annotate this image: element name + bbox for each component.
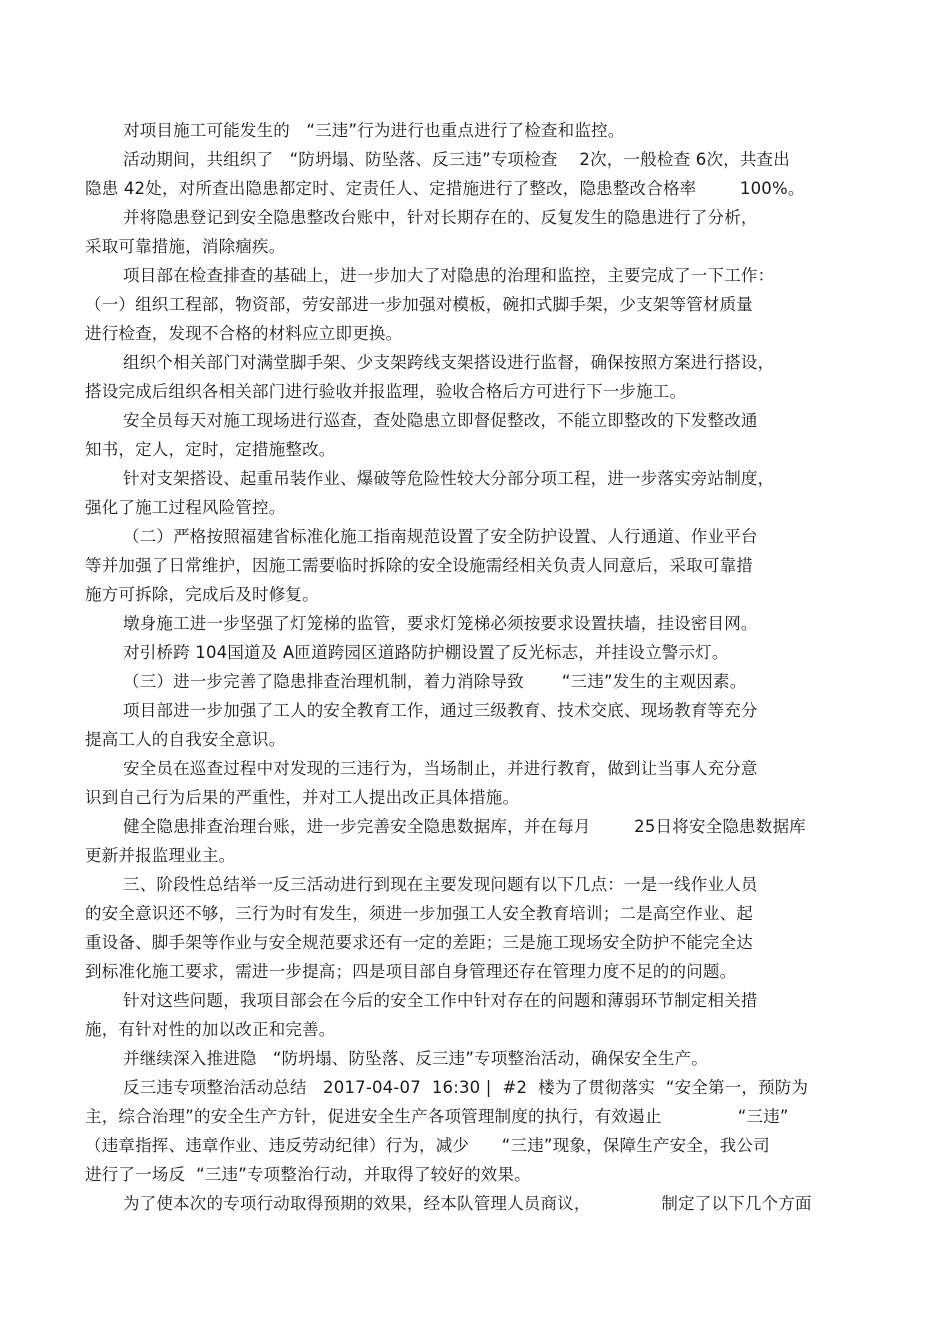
text-line-4: 并将隐患登记到安全隐患整改台账中，针对长期存在的、反复发生的隐患进行了分析， xyxy=(123,208,758,227)
text-line-35: 主，综合治理”的安全生产方针，促进安全生产各项管理制度的执行，有效遏止 “三违” xyxy=(85,1107,789,1126)
text-line-32: 施，有针对性的加以改正和完善。 xyxy=(85,1020,336,1039)
text-line-9: 组织个相关部门对满堂脚手架、少支架跨线支架搭设进行监督，确保按照方案进行搭设， xyxy=(123,353,775,372)
text-line-29: 重设备、脚手架等作业与安全规范要求还有一定的差距；三是施工现场安全防护不能完全达 xyxy=(85,933,753,952)
text-line-18: 墩身施工进一步坚强了灯笼梯的监管，要求灯笼梯必须按要求设置扶墙，挂设密目网。 xyxy=(123,614,758,633)
text-line-21: 项目部进一步加强了工人的安全教育工作，通过三级教育、技术交底、现场教育等充分 xyxy=(123,701,758,720)
text-line-17: 施方可拆除，完成后及时修复。 xyxy=(85,585,319,604)
text-line-19: 对引桥跨 104国道及 A匝道跨园区道路防护棚设置了反光标志，并挂设立警示灯。 xyxy=(123,643,729,662)
text-line-12: 知书，定人，定时，定措施整改。 xyxy=(85,440,336,459)
text-line-33: 并继续深入推进隐 “防坍塌、防坠落、反三违”专项整治活动，确保安全生产。 xyxy=(123,1049,708,1068)
text-line-30: 到标准化施工要求，需进一步提高；四是项目部自身管理还存在管理力度不足的的问题。 xyxy=(85,962,737,981)
text-line-28: 的安全意识还不够，三行为时有发生，须进一步加强工人安全教育培训；二是高空作业、起 xyxy=(85,904,753,923)
text-line-10: 搭设完成后组织各相关部门进行验收并报监理，验收合格后方可进行下一步施工。 xyxy=(85,382,687,401)
text-line-16: 等并加强了日常维护，因施工需要临时拆除的安全设施需经相关负责人同意后，采取可靠措 xyxy=(85,556,753,575)
text-line-23: 安全员在巡查过程中对发现的三违行为，当场制止，并进行教育，做到让当事人充分意 xyxy=(123,759,758,778)
text-line-22: 提高工人的自我安全意识。 xyxy=(85,730,286,749)
text-line-1: 对项目施工可能发生的 “三违”行为进行也重点进行了检查和监控。 xyxy=(123,121,625,140)
text-line-38: 为了使本次的专项行动取得预期的效果，经本队管理人员商议， 制定了以下几个方面 xyxy=(123,1194,812,1213)
text-line-11: 安全员每天对施工现场进行巡查，查处隐患立即督促整改，不能立即整改的下发整改通 xyxy=(123,411,758,430)
text-line-13: 针对支架搭设、起重吊装作业、爆破等危险性较大分部分项工程，进一步落实旁站制度， xyxy=(123,469,775,488)
text-line-15: （二）严格按照福建省标准化施工指南规范设置了安全防护设置、人行通道、作业平台 xyxy=(123,527,758,546)
text-line-36: （违章指挥、违章作业、违反劳动纪律）行为，减少 “三违”现象，保障生产安全，我公司 xyxy=(85,1136,770,1155)
text-line-5: 采取可靠措施，消除痼疾。 xyxy=(85,237,286,256)
text-line-14: 强化了施工过程风险管控。 xyxy=(85,498,286,517)
text-line-3: 隐患 42处，对所查出隐患都定时、定责任人、定措施进行了整改，隐患整改合格率 100%。 xyxy=(85,179,805,198)
text-line-27: 三、阶段性总结举一反三活动进行到现在主要发现问题有以下几点：一是一线作业人员 xyxy=(123,875,758,894)
text-line-2: 活动期间，共组织了 “防坍塌、防坠落、反三违”专项检查 2次，一般检查 6次，共查出 xyxy=(123,150,790,169)
text-line-26: 更新并报监理业主。 xyxy=(85,846,236,865)
text-line-31: 针对这些问题，我项目部会在今后的安全工作中针对存在的问题和薄弱环节制定相关措 xyxy=(123,991,758,1010)
text-line-25: 健全隐患排查治理台账，进一步完善安全隐患数据库，并在每月 25日将安全隐患数据库 xyxy=(123,817,806,836)
text-line-8: 进行检查，发现不合格的材料应立即更换。 xyxy=(85,324,403,343)
text-line-7: （一）组织工程部，物资部，劳安部进一步加强对模板，碗扣式脚手架，少支架等管材质量 xyxy=(85,295,753,314)
text-line-37: 进行了一场反 “三违”专项整治行动，并取得了较好的效果。 xyxy=(85,1165,531,1184)
text-line-6: 项目部在检查排查的基础上，进一步加大了对隐患的治理和监控，主要完成了一下工作： xyxy=(123,266,775,285)
text-line-34: 反三违专项整治活动总结 2017-04-07 16:30 | #2 楼为了贯彻落实 “安全第一，预防为 xyxy=(123,1078,809,1097)
text-line-24: 识到自己行为后果的严重性，并对工人提出改正具体措施。 xyxy=(85,788,520,807)
text-line-20: （三）进一步完善了隐患排查治理机制，着力消除导致 “三违”发生的主观因素。 xyxy=(123,672,747,691)
